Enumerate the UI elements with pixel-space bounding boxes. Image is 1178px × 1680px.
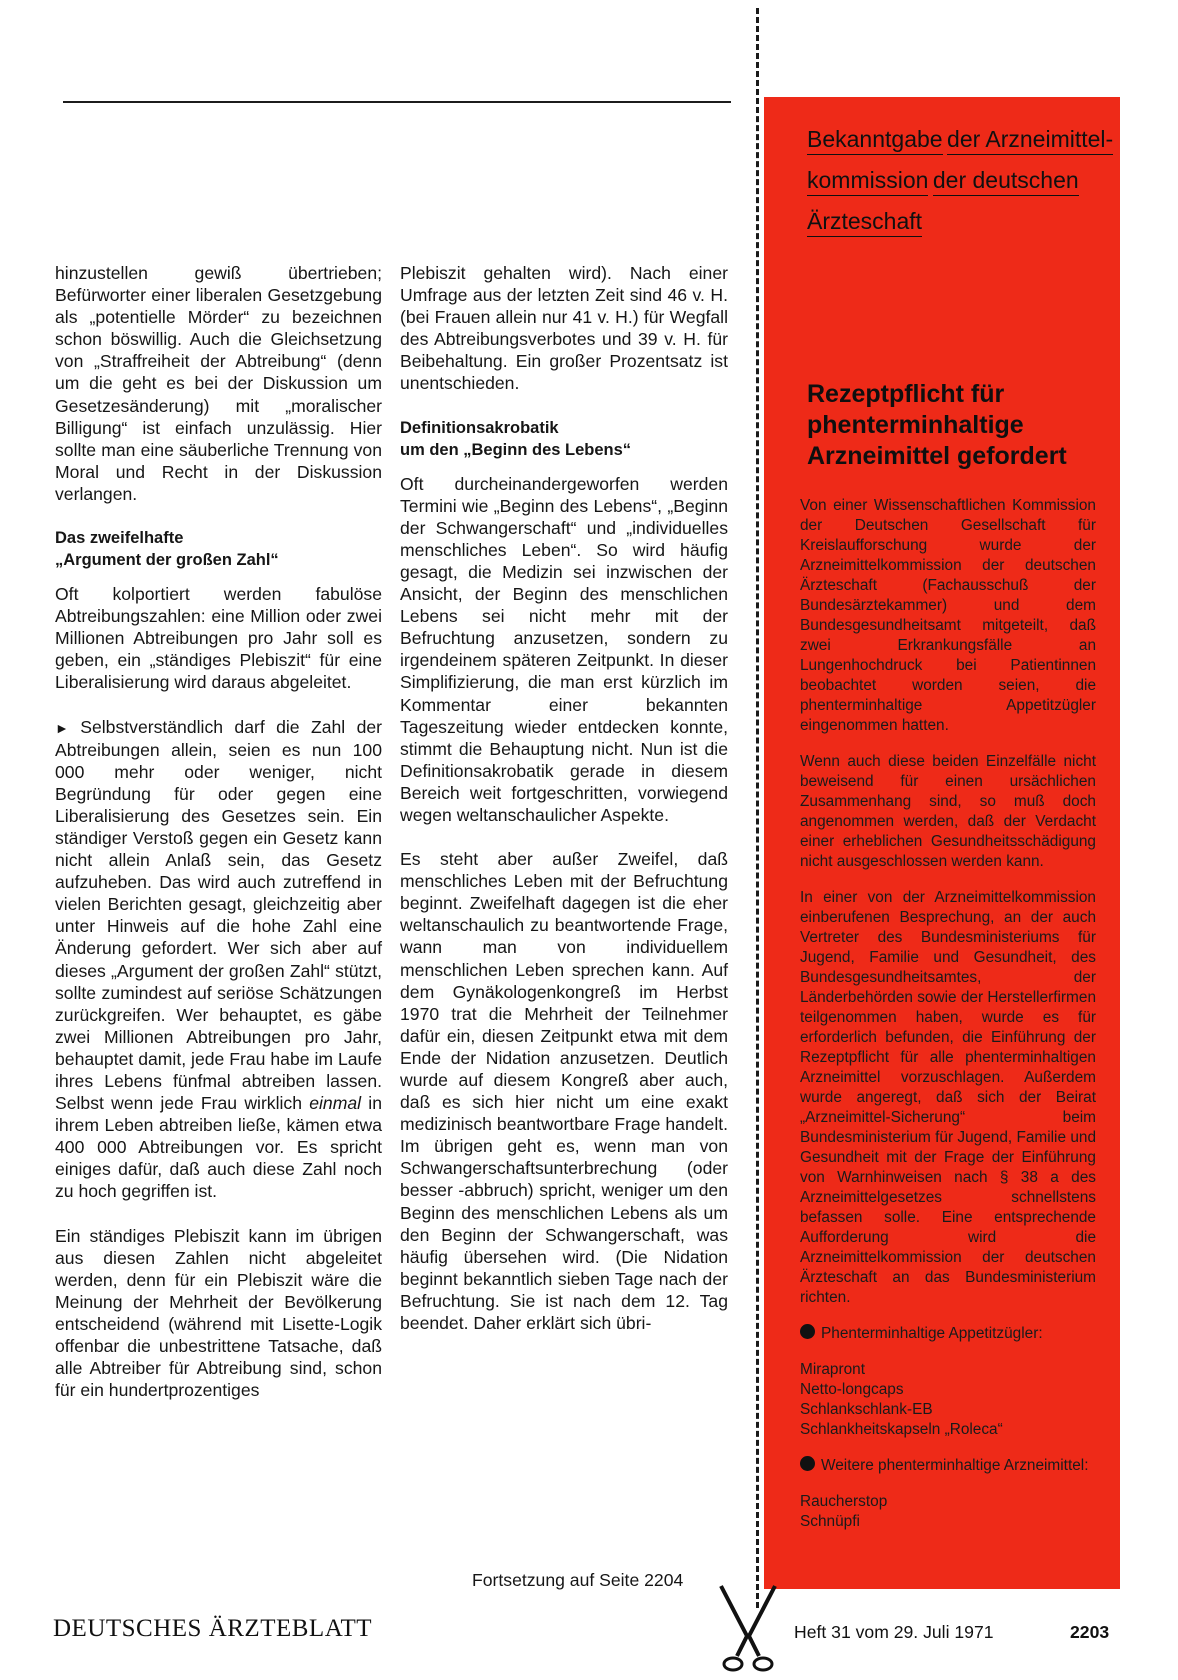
panel-paragraph: Von einer Wissenschaftlichen Kommission der Deutschen Gesellschaft für Kreislaufforschung wurde der Arzneimittelkommission der deutschen Ärzteschaft (Fachausschuß der Bundesärztekammer) und dem Bundesgesundheitsamt mitgeteilt, daß zwei Erkrankungsfälle an Lungenhochdruck bei Patientinnen beobachtet worden seien, die phenterminhaltige Appetitzügler eingenommen hatten. xyxy=(800,497,1096,734)
list-heading-text: Phenterminhaltige Appetitzügler: xyxy=(821,1325,1043,1342)
list-heading xyxy=(800,1456,1096,1476)
heading-line: Definitionsakrobatik xyxy=(400,418,559,437)
heading-line: um den „Beginn des Lebens“ xyxy=(400,440,632,459)
heading-line: „Argument der großen Zahl“ xyxy=(55,551,279,570)
drug-list xyxy=(800,1360,1096,1440)
article-column-2 xyxy=(400,262,728,1356)
article-column-1 xyxy=(55,262,382,1423)
paragraph-numbers: Oft kolportiert werden fabulöse Abtreibungszahlen: eine Million oder zwei Millionen Abtreibungen pro Jahr soll es geben, ein „ständiges Plebiszit“ für eine Liberalisierung wird daraus abgeleitet. xyxy=(55,584,382,693)
drug-list xyxy=(800,1492,1096,1532)
cut-line xyxy=(756,8,759,1608)
panel-title: Rezeptpflicht für phenterminhaltige Arzneimittel gefordert xyxy=(807,380,1067,470)
paragraph-text: Selbstverständlich darf die Zahl der Abtreibungen allein, seien es nun 100 000 mehr oder weniger, nicht Begründung für oder gegen eine Liberalisierung des Gesetzes sein. Ein ständiger Verstoß gegen ein Gesetz kann nicht allein Anlaß sein, das Gesetz aufzuheben. Das wird auch zutreffend in vielen Berichten gesagt, gleichzeitig aber unter Hinweis auf die hohe Zahl eine Änderung gefordert. Wer sich aber auf dieses „Argument der großen Zahl“ stützt, sollte zumindest auf seriöse Schätzungen zurückgreifen. Wer behauptet, es gäbe zwei Millionen Abtreibungen pro Jahr, behauptet damit, jede Frau habe im Laufe ihres Lebens fünfmal abtreiben lassen. Selbst wenn jede Frau wirklich xyxy=(55,716,383,1114)
list-item: Raucherstop xyxy=(800,1493,888,1510)
paragraph-arrow xyxy=(55,716,382,1203)
list-item: Schnüpfi xyxy=(800,1513,860,1530)
bullet-icon xyxy=(800,1456,815,1471)
list-item: Mirapront xyxy=(800,1361,866,1378)
announce-line: der Arzneimittel- xyxy=(947,125,1113,155)
paragraph-terms: Oft durcheinandergeworfen werden Termini wie „Beginn des Lebens“, „Beginn der Schwangerschaft“ und „individuelles menschliches Leben“. So wird häufig gesagt, die Medizin sei inzwischen der Ansicht, der Beginn des menschlichen Lebens sei nicht mehr mit der Befruchtung anzusetzen, sondern zu irgendeinem späteren Zeitpunkt. In dieser Simplifizierung, die man erst kürzlich im Kommentar einer bekannten Tageszeitung wieder entdecken konnte, stimmt die Behauptung nicht. Nun ist die Definitionsakrobatik gerade in diesem Bereich weit fortgeschritten, vorwiegend wegen weltanschaulicher Aspekte. xyxy=(400,473,728,825)
announce-line: der deutschen xyxy=(933,166,1079,196)
bullet-icon xyxy=(800,1324,815,1339)
scissors-icon xyxy=(713,1584,783,1674)
paragraph-text: in ihrem Leben abtreiben ließe, kämen etwa 400 000 Abtreibungen vor. Es spricht einiges dafür, daß auch diese Zahl noch zu hoch gegriffen ist. xyxy=(55,1093,382,1202)
heading-argument xyxy=(55,527,382,571)
panel-paragraph: In einer von der Arzneimittelkommission einberufenen Besprechung, an der auch Vertreter des Bundesministeriums für Jugend, Familie und Gesundheit, des Bundesgesundheitsamtes, der Länderbehörden sowie der Herstellerfirmen teilgenommen haben, wurde es für erforderlich befunden, die Einführung der Rezeptpflicht für alle phenterminhaltigen Arzneimittel vorzuschlagen. Außerdem wurde angeregt, daß sich der Beirat „Arzneimittel-Sicherung“ beim Bundesministerium für Jugend, Familie und Gesundheit mit der Frage der Einführung von Warnhinweisen nach § 38 a des Arzneimittelgesetzes schnellstens befassen solle. Eine entsprechende Aufforderung wird die Arzneimittelkommission der deutschen Ärzteschaft an das Bundesministerium richten. xyxy=(800,889,1096,1306)
list-heading xyxy=(800,1324,1096,1344)
page-number: 2203 xyxy=(1070,1622,1110,1642)
emphasis: einmal xyxy=(309,1093,362,1114)
panel-paragraph: Wenn auch diese beiden Einzelfälle nicht beweisend für einen ursächlichen Zusammenhang sind, so muß doch angenommen werden, daß der Verdacht einer erheblichen Gesundheitsschädigung nicht ausgeschlossen werden kann. xyxy=(800,753,1096,870)
panel-body xyxy=(800,496,1096,1548)
list-item: Schlankschlank-EB xyxy=(800,1401,933,1418)
list-item: Schlankheitskapseln „Roleca“ xyxy=(800,1421,1003,1438)
list-heading-text: Weitere phenterminhaltige Arzneimittel: xyxy=(821,1457,1089,1474)
list-item: Netto-longcaps xyxy=(800,1381,904,1398)
announcement-panel xyxy=(764,97,1120,1589)
issue-info: Heft 31 vom 29. Juli 1971 xyxy=(794,1622,994,1642)
paragraph-survey: Plebiszit gehalten wird). Nach einer Umfrage aus der letzten Zeit sind 46 v. H. (bei Frauen allein nur 41 v. H.) für Wegfall des Abtreibungsverbotes und 39 v. H. für Beibehaltung. Ein großer Prozentsatz ist unentschieden. xyxy=(400,263,728,394)
arrow-icon: ► xyxy=(55,719,69,736)
journal-title: DEUTSCHES ÄRZTEBLATT xyxy=(53,1615,373,1642)
top-rule xyxy=(63,101,731,103)
announce-line: Ärzteschaft xyxy=(807,207,922,237)
continued-note: Fortsetzung auf Seite 2204 xyxy=(472,1570,684,1590)
paragraph-plebiszit: Ein ständiges Plebiszit kann im übrigen aus diesen Zahlen nicht abgeleitet werden, denn für ein Plebiszit wäre die Meinung der Mehrheit der Bevölkerung entscheidend (während mit Lisette-Logik offenbar die unbestrittene Tatsache, daß alle Abtreiber für Abtreibung sind, schon für ein hundertprozentiges xyxy=(55,1225,382,1401)
announce-line: kommission xyxy=(807,166,928,196)
heading-definition xyxy=(400,417,728,461)
announce-line: Bekanntgabe xyxy=(807,125,943,155)
heading-line: Das zweifelhafte xyxy=(55,529,184,548)
paragraph-doubt: Es steht aber außer Zweifel, daß menschliches Leben mit der Befruchtung beginnt. Zweifelhaft dagegen ist die eher weltanschaulich zu beantwortende Frage, wann man von individuellem menschlichen Leben sprechen kann. Auf dem Gynäkologenkongreß im Herbst 1970 trat die Mehrheit der Teilnehmer dafür ein, diesen Zeitpunkt etwa mit dem Ende der Nidation anzusetzen. Deutlich wurde auf diesem Kongreß aber auch, daß es sich hier nicht um eine exakt medizinisch beantwortbare Frage handelt. Im übrigen geht es, wenn man von Schwangerschaftsunterbrechung (oder besser -abbruch) spricht, weniger um den Beginn des menschlichen Lebens als um den Beginn der Schwangerschaft, was häufig übersehen wird. (Die Nidation beginnt bekanntlich sieben Tage nach der Befruchtung. Sie ist nach dem 12. Tag beendet. Daher erklärt sich übri- xyxy=(400,849,728,1334)
paragraph-intro: hinzustellen gewiß übertrieben; Befürworter einer liberalen Gesetzgebung als „potentielle Mörder“ zu bezeichnen schon böswillig. Auch die Gleichsetzung von „Straffreiheit der Abtreibung“ (denn um die geht es bei der Diskussion um Gesetzesänderung) mit „moralischer Billigung“ ist einfach unzulässig. Hier sollte man eine säuberliche Trennung von Moral und Recht in der Diskussion verlangen. xyxy=(55,263,382,504)
announcement-heading xyxy=(807,125,1120,248)
